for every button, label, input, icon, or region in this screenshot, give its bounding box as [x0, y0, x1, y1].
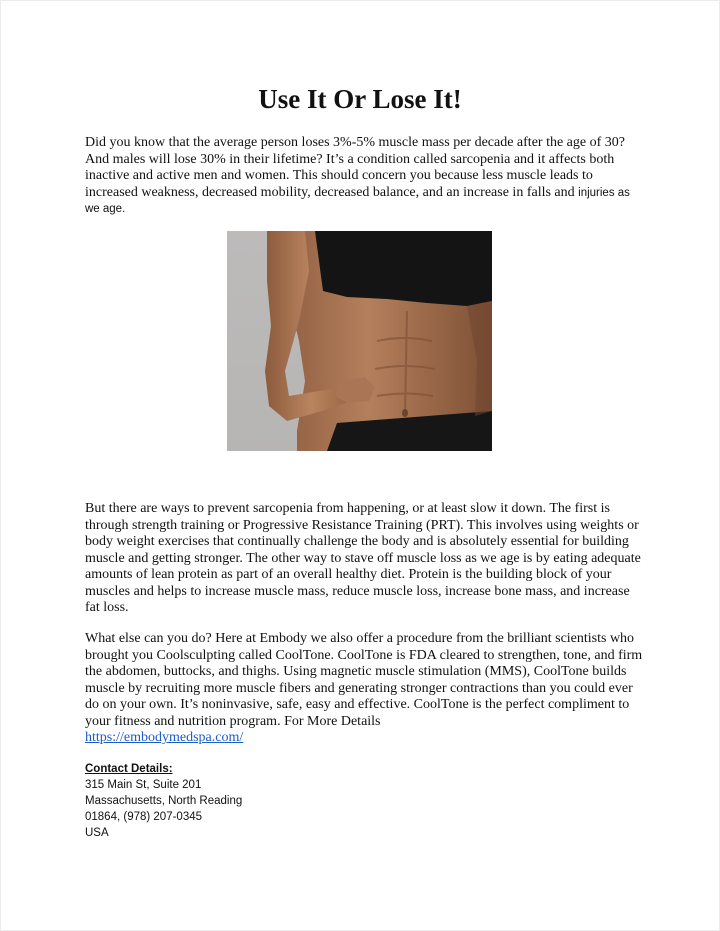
intro-paragraph — [85, 135, 645, 218]
contact-country: USA — [85, 827, 109, 839]
contact-details — [85, 761, 242, 841]
contact-heading: Contact Details: — [85, 763, 173, 775]
prevention-paragraph: But there are ways to prevent sarcopenia from happening, or at least slow it down. The first is through strength training or Progressive Resistance Training (PRT). This involves using weights or body weight exercises that continually challenge the body and is absolutely essential for building muscle and getting stronger. The other way to stave off muscle loss as we age is by eating adequate amounts of lean protein as part of an overall healthy diet. Protein is the building block of your muscles and helps to increase muscle mass, reduce muscle loss, increase bone mass, and increase fat loss. — [85, 501, 641, 615]
page-title: Use It Or Lose It! — [258, 84, 462, 114]
cooltone-text: What else can you do? Here at Embody we also offer a procedure from the brilliant scientists who brought you Coolsculpting called CoolTone. CoolTone is FDA cleared to strengthen, tone, and firm the abdomen, buttocks, and thighs. Using magnetic muscle stimulation (MMS), CoolTone builds muscle by recruiting more muscle fibers and generating stronger contractions than you could ever do on your own. It’s noninvasive, safe, easy and effective. CoolTone is the perfect compliment to your fitness and nutrition program. For More Details — [85, 631, 643, 729]
cooltone-paragraph — [85, 631, 645, 747]
contact-address-line-1: 315 Main St, Suite 201 — [85, 779, 202, 791]
fitness-photo-illustration — [227, 231, 492, 451]
contact-address-line-2: Massachusetts, North Reading — [85, 795, 243, 807]
contact-zip-phone: 01864, (978) 207-0345 — [85, 811, 203, 823]
fitness-photo — [227, 231, 492, 451]
website-link[interactable]: https://embodymedspa.com/ — [85, 730, 244, 745]
intro-text-tail: injuries as we age. — [85, 186, 630, 215]
intro-text: Did you know that the average person loses 3%-5% muscle mass per decade after the age of 30? And males will lose 30% in their lifetime? It’s a condition called sarcopenia and it affects both inactive and active men and women. This should concern you because less muscle leads to increased weakness, decreased mobility, decreased balance, and an increase in falls and — [85, 135, 625, 200]
